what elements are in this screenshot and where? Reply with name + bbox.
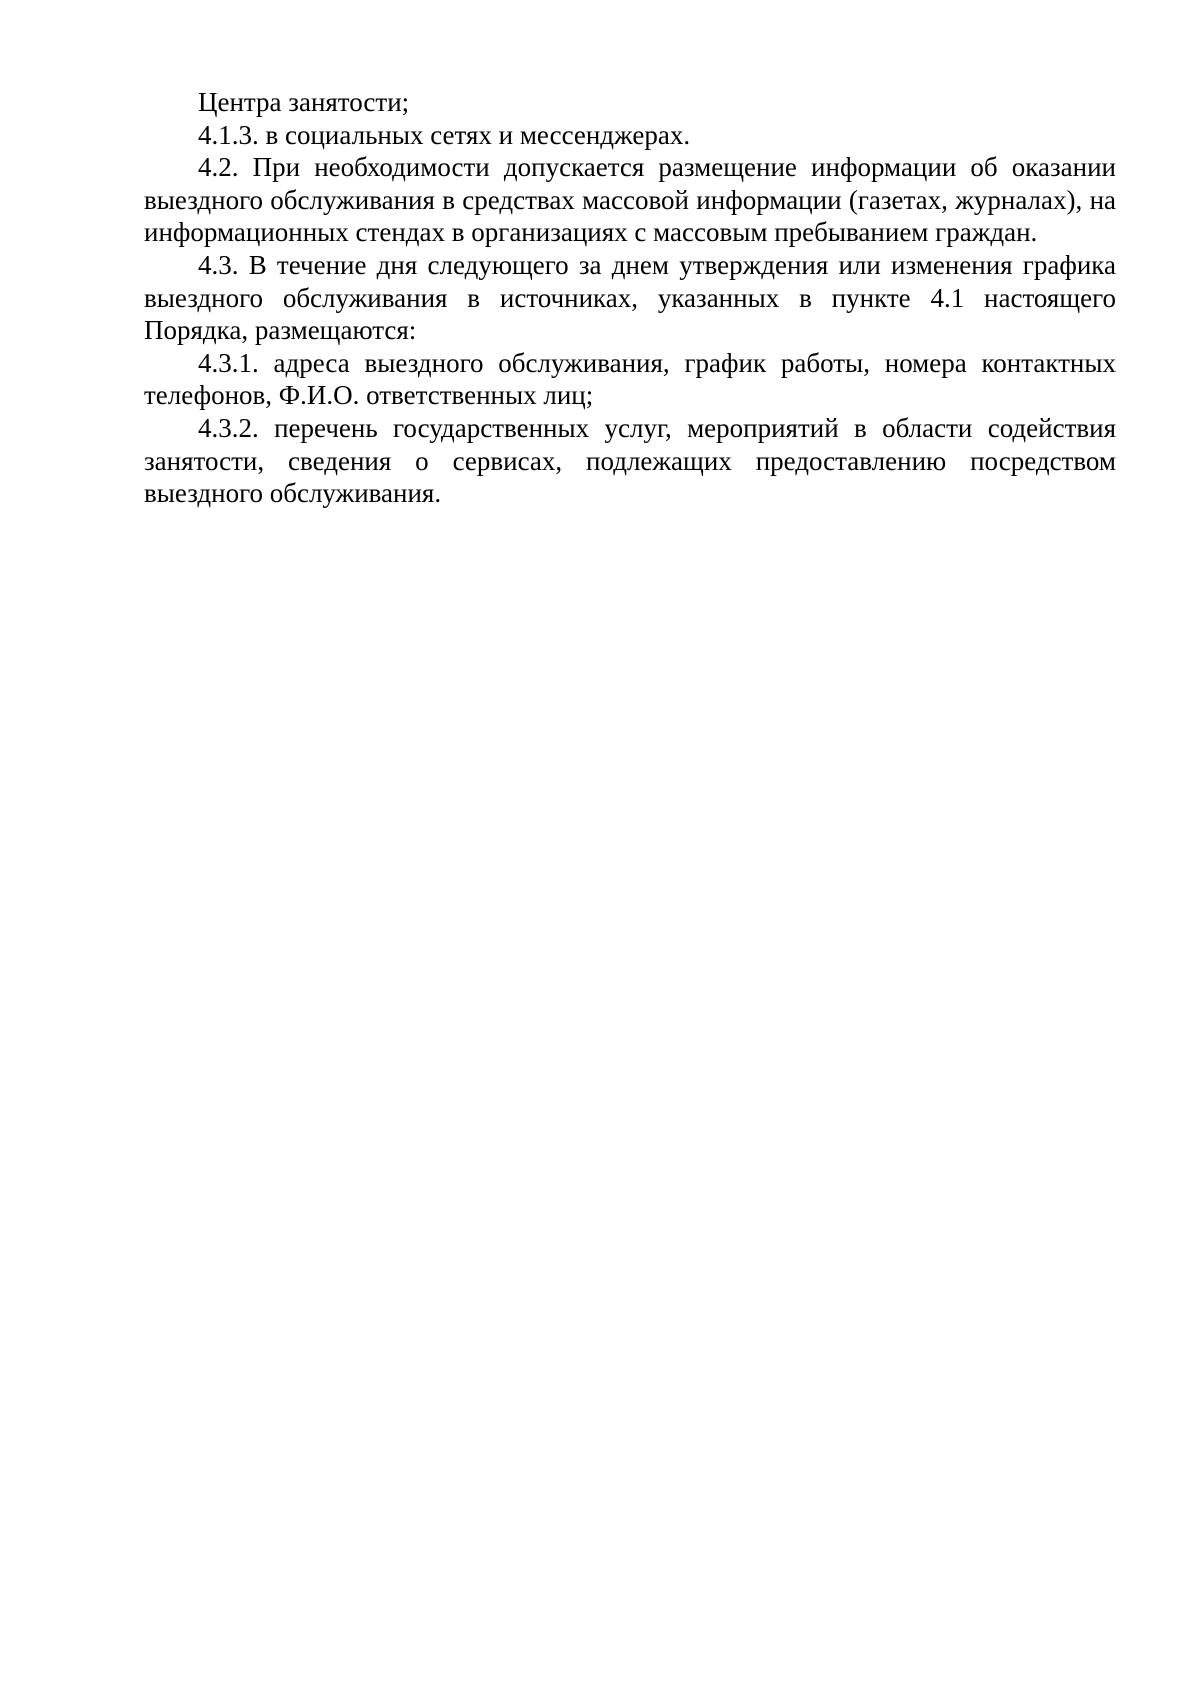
paragraph-4-3-1: 4.3.1. адреса выездного обслуживания, график работы, номера контактных телефонов, Ф.И.О. ответственных лиц; (144, 347, 1116, 411)
document-body (144, 86, 1116, 510)
paragraph-4-3-2: 4.3.2. перечень государственных услуг, мероприятий в области содействия занятости, сведения о сервисах, подлежащих предоставлению посредством выездного обслуживания. (144, 412, 1116, 509)
paragraph-4-1-3: 4.1.3. в социальных сетях и мессенджерах. (198, 119, 691, 150)
paragraph-4-3: 4.3. В течение дня следующего за днем утверждения или изменения графика выездного обслуживания в источниках, указанных в пункте 4.1 настоящего Порядка, размещаются: (144, 249, 1116, 346)
paragraph-4-2: 4.2. При необходимости допускается размещение информации об оказании выездного обслуживания в средствах массовой информации (газетах, журналах), на информационных стендах в организациях с массовым пребыванием граждан. (144, 152, 1116, 248)
paragraph-center-employment: Центра занятости; (198, 87, 410, 117)
